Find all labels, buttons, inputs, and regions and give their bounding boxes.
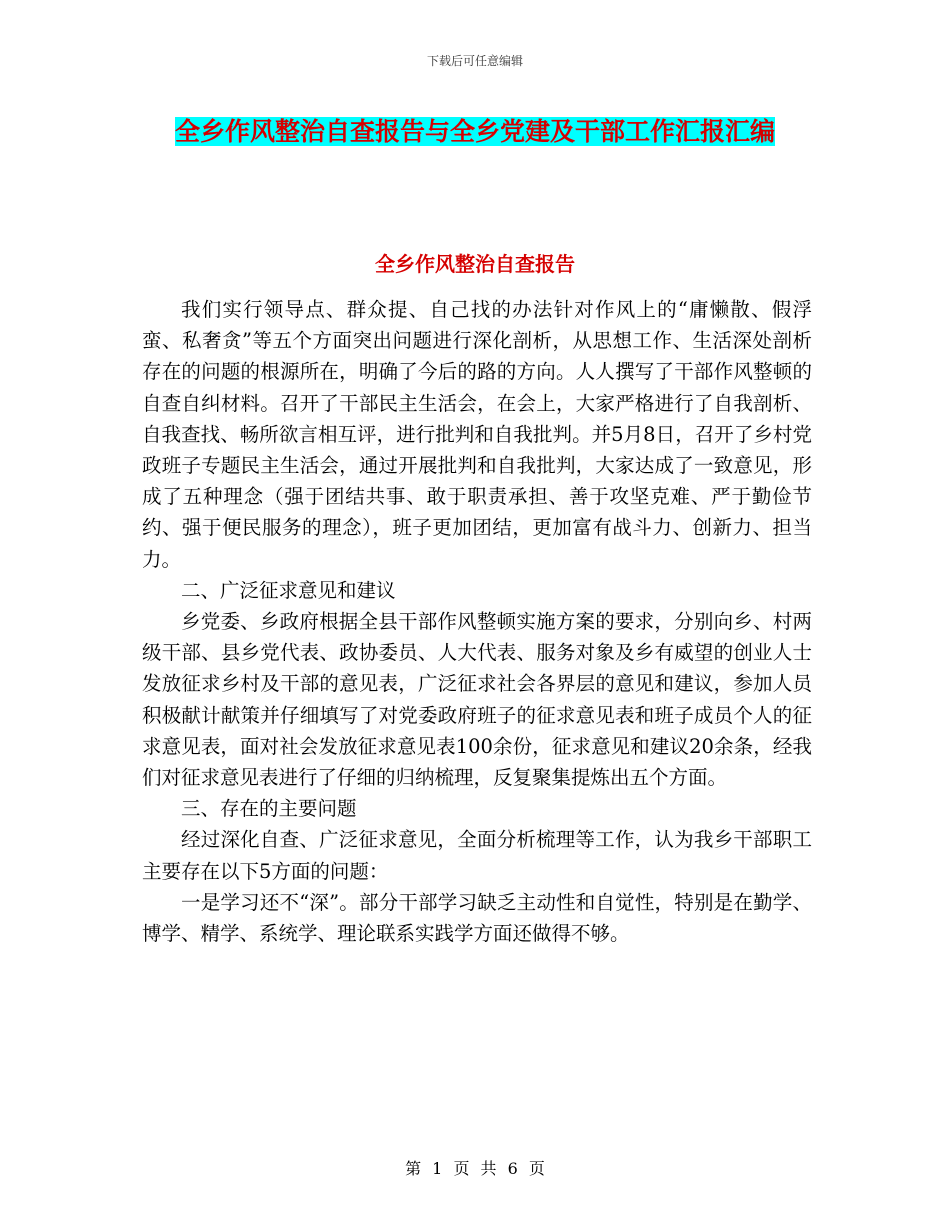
- section-title: 全乡作风整治自查报告: [375, 252, 575, 276]
- subheading: 三、存在的主要问题: [181, 797, 357, 821]
- paragraph: 我们实行领导点、群众提、自己找的办法针对作风上的“庸懒散、假浮蛮、私奢贪”等五个方面突出问题进行深化剖析，从思想工作、生活深处剖析存在的问题的根源所在，明确了今后的路的方向。人人撰写了干部作风整顿的自查自纠材料。召开了干部民主生活会，在会上，大家严格进行了自我剖析、自我查找、畅所欲言相互评，进行批判和自我批判。并5月8日，召开了乡村党政班子专题民主生活会，通过开展批判和自我批判，大家达成了一致意见，形成了五种理念（强于团结共事、敢于职责承担、善于攻坚克难、严于勤俭节约、强于便民服务的理念），班子更加团结，更加富有战斗力、创新力、担当力。: [142, 298, 812, 571]
- subheading: 二、广泛征求意见和建议: [181, 578, 396, 602]
- document-title: [140, 108, 810, 156]
- paragraph: 一是学习还不“深”。部分干部学习缺乏主动性和自觉性，特别是在勤学、博学、精学、系统学、理论联系实践学方面还做得不够。: [142, 890, 812, 946]
- paragraph: 经过深化自查、广泛征求意见，全面分析梳理等工作，认为我乡干部职工主要存在以下5方面的问题：: [142, 828, 812, 883]
- page-footer: 第 1 页 共 6 页: [405, 1159, 545, 1178]
- document-body: [142, 294, 812, 949]
- page-header-note: 下载后可任意编辑: [426, 54, 523, 68]
- paragraph: 乡党委、乡政府根据全县干部作风整顿实施方案的要求，分别向乡、村两级干部、县乡党代表、政协委员、人大代表、服务对象及乡有威望的创业人士发放征求乡村及干部的意见表，广泛征求社会各界层的意见和建议，参加人员积极献计献策并仔细填写了对党委政府班子的征求意见表和班子成员个人的征求意见表，面对社会发放征求意见表100余份，征求意见和建议20余条，经我们对征求意见表进行了仔细的归纳梳理，反复聚集提炼出五个方面。: [142, 610, 812, 790]
- document-title-text: 全乡作风整治自查报告与全乡党建及干部工作汇报汇编: [174, 117, 775, 146]
